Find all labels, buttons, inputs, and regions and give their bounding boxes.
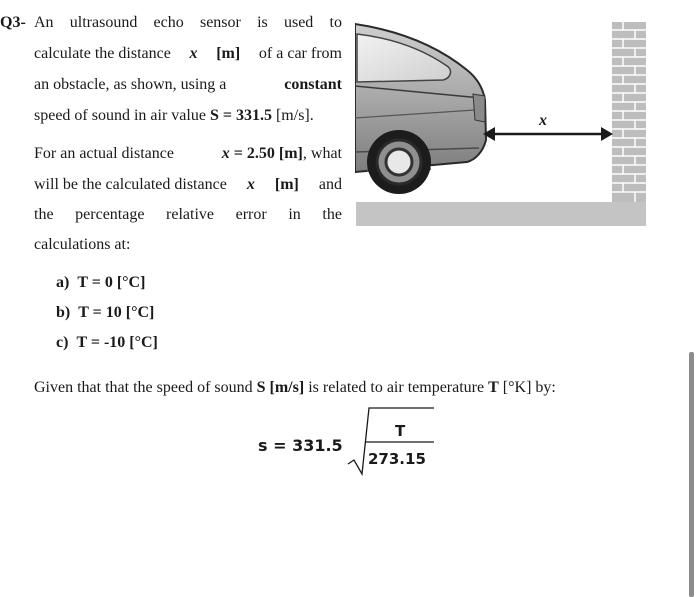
- para2-line4: calculations at:: [34, 236, 131, 253]
- case-b: b) T = 10 [°C]: [56, 304, 155, 321]
- given-line: Given that that the speed of sound S [m/s] is related to air temperature T [°K] by:: [34, 379, 556, 396]
- para1-line3: an obstacle, as shown, using a constant: [34, 76, 342, 93]
- car: [355, 24, 486, 194]
- distance-label: x: [539, 112, 547, 129]
- formula-denominator: 273.15: [368, 450, 426, 468]
- para1-line1: An ultrasound echo sensor is used to: [34, 14, 342, 31]
- distance-arrow: [483, 127, 613, 141]
- formula-lhs: s = 331.5: [258, 436, 343, 455]
- car-wall-figure: [355, 22, 655, 232]
- para1-line2: calculate the distance x [m] of a car from: [34, 45, 342, 62]
- para2-line1: For an actual distance x = 2.50 [m], what: [34, 145, 342, 162]
- case-a: a) T = 0 [°C]: [56, 274, 146, 291]
- formula-numerator: T: [395, 422, 406, 440]
- ground: [356, 202, 646, 226]
- scrollbar[interactable]: [689, 352, 694, 597]
- para1-line4: speed of sound in air value S = 331.5 [m/s].: [34, 107, 314, 124]
- brick-wall: [612, 22, 646, 202]
- case-c: c) T = -10 [°C]: [56, 334, 158, 351]
- para2-line2: will be the calculated distance x [m] and: [34, 176, 342, 193]
- para2-line3: the percentage relative error in the: [34, 206, 342, 223]
- question-number: Q3-: [0, 14, 26, 31]
